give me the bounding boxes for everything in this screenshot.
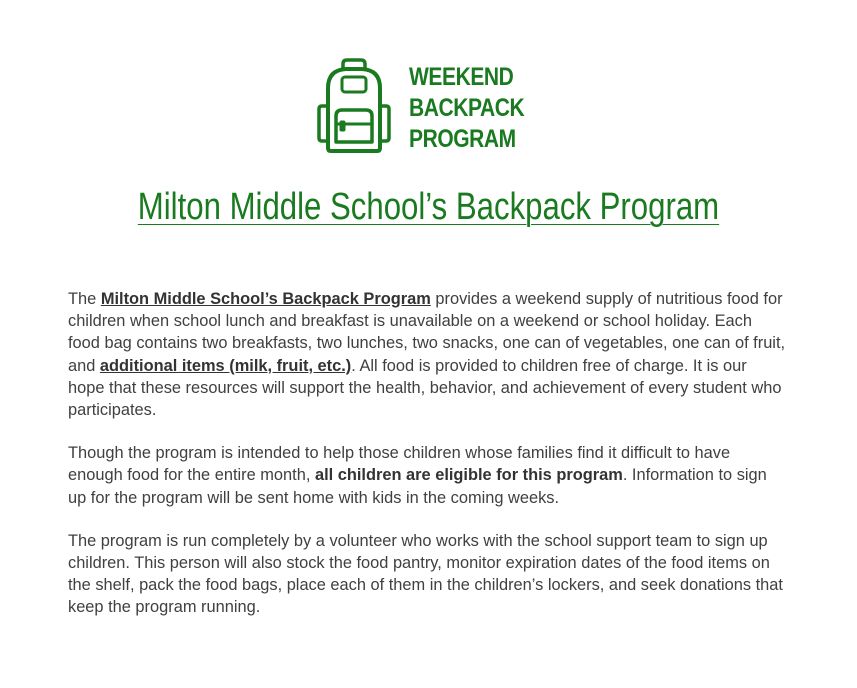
- p1-text-3: . All food is provided to children free of charge. It is our hope that these resources will support the health, behavior, and achievement of every student who participates.: [68, 356, 782, 420]
- program-logo: [316, 58, 546, 158]
- logo-wordmark: [409, 62, 524, 155]
- volunteer-paragraph: [68, 530, 786, 619]
- p2-text-2: . Information to sign up for the program will be sent home with kids in the coming weeks.: [68, 466, 767, 507]
- page-title: [0, 184, 857, 230]
- additional-items-link[interactable]: additional items (milk, fruit, etc.): [99, 356, 352, 375]
- eligibility-emphasis: all children are eligible for this program: [314, 466, 623, 485]
- logo-line-2: BACKPACK: [409, 94, 525, 122]
- eligibility-paragraph: [68, 442, 786, 509]
- p1-text-2: provides a weekend supply of nutritious food for children when school lunch and breakfast is unavailable on a weekend or school holiday. Each food bag contains two breakfasts, two lunches, two snacks, one can of vegetables, one can of fruit, and: [68, 290, 786, 375]
- page-title-text: Milton Middle School’s Backpack Program: [137, 186, 720, 228]
- p3-text-1: The program is run completely by a volunteer who works with the school support team to sign up children. This person will also stock the food pantry, monitor expiration dates of the food items on the shelf, pack the food bags, place each of them in the children’s lockers, and seek donations that keep the program running.: [68, 531, 783, 617]
- backpack-icon: [316, 58, 392, 154]
- program-link[interactable]: Milton Middle School’s Backpack Program: [100, 290, 431, 308]
- logo-line-3: PROGRAM: [409, 125, 516, 153]
- p1-text-1: The: [68, 290, 101, 308]
- p2-text-1: Though the program is intended to help those children whose families find it difficult to have enough food for the entire month,: [68, 444, 731, 485]
- logo-line-1: WEEKEND: [409, 63, 514, 91]
- article-body: [68, 288, 786, 640]
- intro-paragraph: [68, 288, 786, 421]
